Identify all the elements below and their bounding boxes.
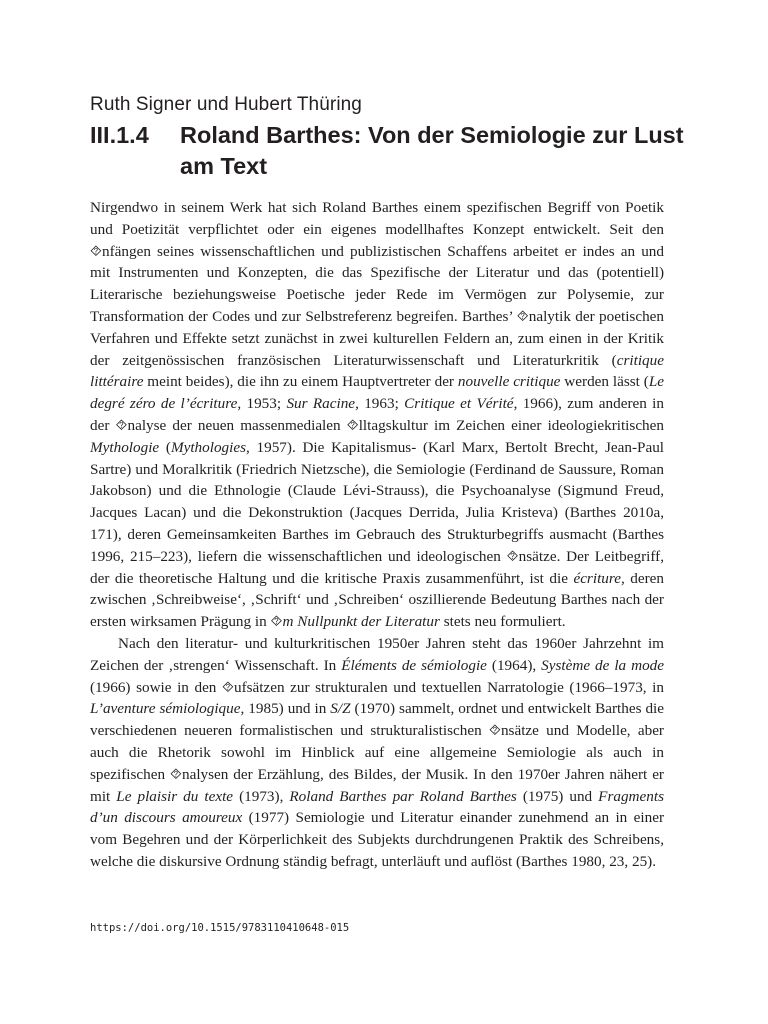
text-run: (1975) und — [516, 787, 599, 805]
italic-text-run: Le plaisir du texte — [116, 787, 234, 805]
paragraph-2 — [90, 633, 664, 873]
text-run: (1977) Semiologie und Literatur einander zunehmend an in einer vom Begehren und der Körperlichkeit des Subjekts durchdrungenen Praktik des Schreibens, welche die diskursive Ordnung ständig befragt, unterläuft und auflöst (Barthes 1980, 23, 25). — [90, 809, 665, 870]
section-heading — [90, 120, 690, 182]
chapter-authors: Ruth Signer und Hubert Thüring — [90, 94, 362, 115]
text-run: , 1957). Die Kapitalismus- (Karl Marx, Bertolt Brecht, Jean-Paul Sartre) und Moralkritik (Friedrich Nietzsche), die Semiologie (Ferdinand de Saussure, Roman Jakobson) und die Ethnologie (Claude Lévi-Strauss), die Psychoanalyse (Sigmund Freud, Jacques Lacan) und die Dekonstruktion (Jacques Derrida, Julia Kristeva) (Barthes 2010a, 171), deren Gemeinsamkeiten Barthes im Gebrauch des Strukturbegriffs ausmacht (Barthes 1996, 215–223), liefern die wissenschaftlichen und ideologischen ⯑nsätze. Der Leitbegriff, der die theoretische Haltung und die kritische Praxis zusammenführt, ist die — [90, 438, 665, 587]
section-title: Roland Barthes: Von der Semiologie zur Lust am Text — [180, 122, 684, 179]
italic-text-run: Critique et Vérité — [404, 395, 514, 413]
paragraph-1 — [90, 197, 664, 633]
text-run: (1964), — [486, 656, 542, 674]
text-run: werden lässt ( — [560, 373, 649, 391]
italic-text-run: S/Z — [330, 700, 351, 718]
italic-text-run: écriture — [573, 569, 621, 587]
italic-text-run: Sur Racine — [286, 395, 356, 413]
text-run: (1966) sowie in den ⯑ufsätzen zur strukturalen und textuellen Narratologie (1966–1973, in — [90, 678, 664, 696]
text-run: Nirgendwo in seinem Werk hat sich Roland Barthes einem spezifischen Begriff von Poetik und Poetizität verpflichtet oder ein eigenes modellhaftes Konzept entwickelt. Seit den ⯑nfängen seines wissenschaftlichen und publizistischen Schaffens arbeitet er indes an und mit Instrumenten und Konzepten, die das Spezifische der Literatur und das (potentiell) Literarische beziehungsweise Poetische jeder Rede im Vermögen zur Polysemie, zur Transformation der Codes und zur Selbstreferenz begreifen. Barthes’ ⯑nalytik der poetischen Verfahren und Effekte setzt zunächst in zwei kulturellen Feldern an, zum einen in der Kritik der zeitgenössischen französischen Literaturwissenschaft und Literaturkritik ( — [90, 199, 664, 369]
text-run: , 1966), zum anderen in der ⯑nalyse der neuen massenmedialen ⯑lltagskultur im Zeichen einer ideologiekritischen — [90, 395, 665, 434]
italic-text-run: Roland Barthes par Roland Barthes — [289, 787, 517, 805]
section-number: III.1.4 — [90, 122, 149, 148]
text-run: , 1985) und in — [240, 700, 331, 718]
italic-text-run: Le degré zéro de l’écriture — [90, 373, 664, 413]
italic-text-run: Système de la mode — [541, 656, 664, 674]
text-run: Nach den literatur- und kulturkritischen 1950er Jahren steht das 1960er Jahrzehnt im Zeichen der ‚strengen‘ Wissenschaft. In — [90, 634, 664, 674]
italic-text-run: L’aventure sémiologique — [90, 700, 241, 718]
italic-text-run: Mythologie — [90, 438, 160, 456]
text-run: , 1953; — [237, 395, 287, 413]
italic-text-run: m Nullpunkt der Literatur — [282, 613, 440, 631]
body-text — [90, 197, 664, 873]
text-run: meint beides), die ihn zu einem Hauptvertreter der — [143, 373, 458, 391]
text-run: (1973), — [233, 787, 290, 805]
text-run: stets neu formuliert. — [439, 613, 566, 631]
text-run: , 1963; — [355, 395, 405, 413]
text-run: , deren zwischen ‚Schreibweise‘, ‚Schrift‘ und ‚Schreiben‘ oszillierende Bedeutung Barthes nach der ersten wirksamen Prägung in ⯑ — [90, 569, 664, 631]
italic-text-run: critique littéraire — [90, 351, 664, 391]
italic-text-run: nouvelle critique — [457, 373, 561, 391]
text-run: (1970) sammelt, ordnet und entwickelt Barthes die verschiedenen neueren formalistischen und strukturalistischen ⯑nsätze und Modelle, aber auch die Rhetorik sowohl im Hinblick auf eine allgemeine Semiologie als auch in spezifischen ⯑nalysen der Erzählung, des Bildes, der Musik. In den 1970er Jahren nähert er mit — [90, 700, 665, 805]
italic-text-run: Fragments d’un discours amoureux — [90, 787, 664, 827]
doi-link[interactable]: https://doi.org/10.1515/9783110410648-015 — [90, 922, 350, 934]
italic-text-run: Éléments de sémiologie — [341, 656, 487, 674]
italic-text-run: Mythologies — [170, 438, 247, 456]
text-run: ( — [159, 438, 171, 456]
